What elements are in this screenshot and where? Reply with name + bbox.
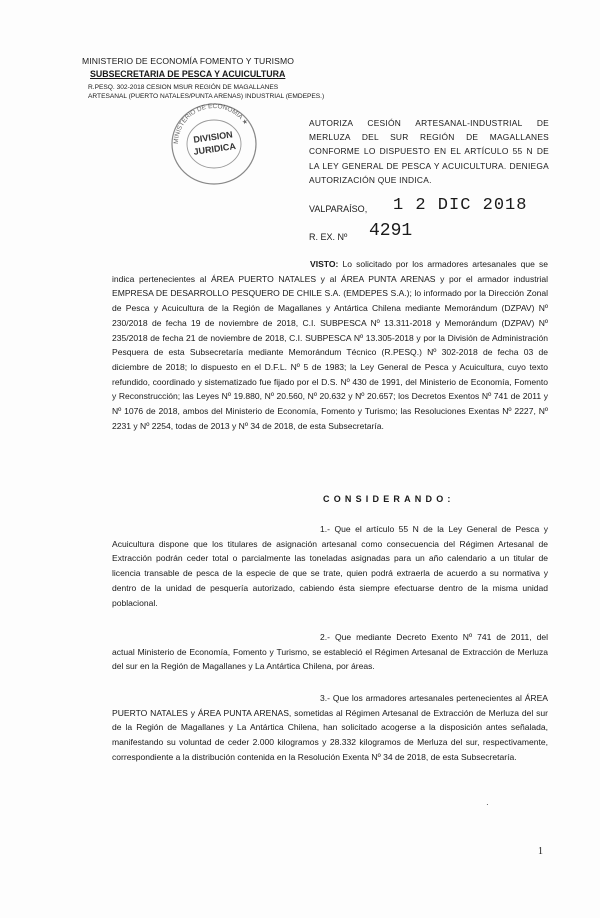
considerando-1: 1.- Que el artículo 55 N de la Ley General de Pesca y Acuicultura dispone que los titulares de asignación artesanal como consecuencia del Régimen Artesanal de Extracción podrán ceder total o parcialmente las toneladas asignadas para un año calendario a un titular de licencia transable de pesca de la especie de que se trate, quien podrá extraerla de acuerdo a su normativa y dentro de la unidad de pesquería autorizado, cabiendo ésta siempre efectuarse dentro de la misma unidad poblacional. [112, 524, 548, 608]
resolution-label: R. EX. Nº [309, 232, 348, 242]
visto-label: VISTO: [310, 259, 339, 269]
page-number: 1 [538, 846, 543, 857]
subsecretaria-header: SUBSECRETARIA DE PESCA Y ACUICULTURA [90, 69, 286, 79]
visto-text: Lo solicitado por los armadores artesanales que se indica pertenecientes al ÁREA PUERTO NATALES y al ÁREA PUNTA ARENAS y por el armador industrial EMPRESA DE DESARROLLO PESQUERO DE CHILE S.A. (EMDEPES S.A.); lo informado por la Dirección Zonal de Pesca y Acuicultura de la Región de Magallanes y Antártica Chilena mediante Memorándum (DZPAV) Nº 230/2018 de fecha 19 de noviembre de 2018, C.I. SUBPESCA Nº 13.311-2018 y Memorándum (DZPAV) Nº 235/2018 de fecha 21 de noviembre de 2018, C.I. SUBPESCA Nº 13.305-2018 y por la División de Administración Pesquera de esta Subsecretaría mediante Memorándum Técnico (R.PESQ.) Nº 302-2018 de fecha 03 de diciembre de 2018; lo dispuesto en el D.F.L. Nº 5 de 1983; la Ley General de Pesca y Acuicultura, cuyo texto refundido, coordinado y sistematizado fue fijado por el D.S. Nº 430 de 1991, del Ministerio de Economía, Fomento y Reconstrucción; las Leyes Nº 19.880, Nº 20.560, Nº 20.632 y Nº 20.657; los Decretos Exentos Nº 741 de 2011 y Nº 1076 de 2018, ambos del Ministerio de Economía, Fomento y Turismo; las Resoluciones Exentas Nº 2227, Nº 2231 y Nº 2254, todas de 2013 y Nº 34 de 2018, de esta Subsecretaría. [112, 259, 548, 431]
stamp-line-1: DIVISION [192, 129, 234, 145]
stamp-line-2: JURIDICA [192, 141, 237, 157]
resolution-number: 4291 [369, 221, 413, 241]
stamp-ring-text: MINISTERIO DE ECONOMIA ★ [172, 102, 249, 145]
resolution-summary: AUTORIZA CESIÓN ARTESANAL-INDUSTRIAL DE MERLUZA DEL SUR REGIÓN DE MAGALLANES CONFORME LO DISPUESTO EN EL ARTÍCULO 55 N DE LA LEY GENERAL DE PESCA Y ACUICULTURA. DENIEGA AUTORIZACIÓN QUE INDICA. [309, 118, 549, 185]
reference-line-1: R.PESQ. 302-2018 CESION MSUR REGIÓN DE MAGALLANES [88, 84, 279, 91]
considerando-heading: CONSIDERANDO: [323, 494, 455, 504]
considerando-2: 2.- Que mediante Decreto Exento Nº 741 de 2011, del actual Ministerio de Economía, Fomento y Turismo, se estableció el Régimen Artesanal de Extracción de Merluza del sur en la Región de Magallanes y La Antártica Chilena, por áreas. [112, 632, 548, 672]
considerando-3: 3.- Que los armadores artesanales pertenecientes al ÁREA PUERTO NATALES y ÁREA PUNTA ARENAS, sometidas al Régimen Artesanal de Extracción de Merluza del sur de la Región de Magallanes y La Antártica Chilena, han solicitado acogerse a la disposición antes señalada, manifestando su voluntad de ceder 2.000 kilogramos y 28.332 kilogramos de Merluza del sur, respectivamente, correspondiente a la distribución contenida en la Resolución Exenta Nº 34 de 2018, de esta Subsecretaría. [112, 693, 548, 762]
division-juridica-stamp [168, 98, 260, 190]
date-stamp: 1 2 DIC 2018 [393, 196, 528, 215]
reference-line-2: ARTESANAL (PUERTO NATALES/PUNTA ARENAS) INDUSTRIAL (EMDEPES.) [88, 93, 325, 100]
visto-paragraph [112, 257, 548, 433]
ministry-header: MINISTERIO DE ECONOMÍA FOMENTO Y TURISMO [82, 56, 295, 66]
margin-mark: · [486, 800, 489, 809]
place-label: VALPARAÍSO, [309, 204, 368, 214]
